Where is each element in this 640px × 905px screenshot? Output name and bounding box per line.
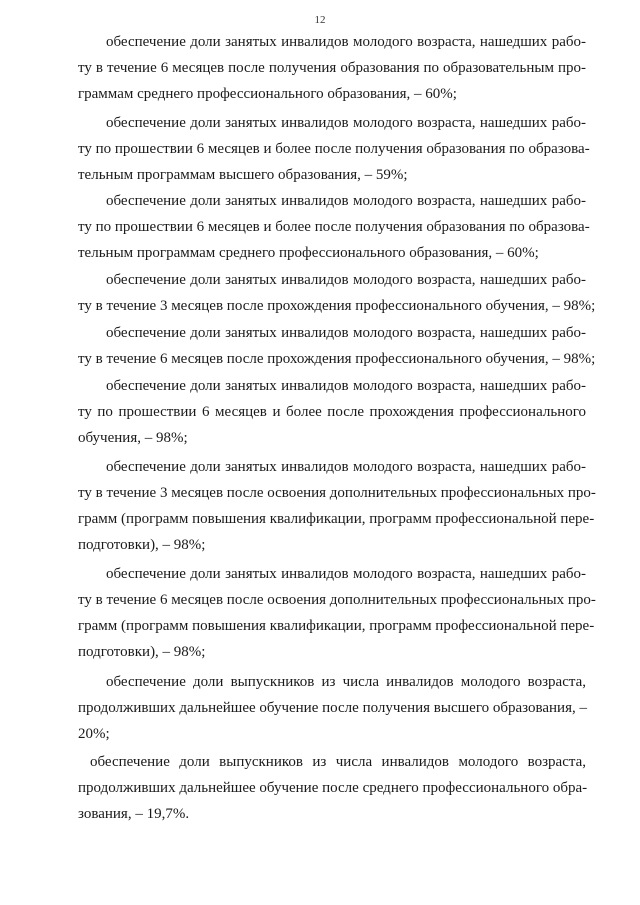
text-line: обеспечение доли занятых инвалидов молодого возраста, нашедших рабо- <box>106 566 586 582</box>
text-line: обеспечение доли выпускников из числа инвалидов молодого возраста, <box>106 674 586 690</box>
text-line: грамм (программ повышения квалификации, программ профессиональной пере- <box>78 511 595 527</box>
text-line: продолживших дальнейшее обучение после среднего профессионального обра- <box>78 780 588 796</box>
text-line: обеспечение доли занятых инвалидов молодого возраста, нашедших рабо- <box>106 459 586 475</box>
page-number: 12 <box>314 14 326 26</box>
text-line: обеспечение доли занятых инвалидов молодого возраста, нашедших рабо- <box>106 115 586 131</box>
text-line: ту в течение 3 месяцев после освоения дополнительных профессиональных про- <box>78 485 596 501</box>
text-line: продолживших дальнейшее обучение после получения высшего образования, – <box>78 700 587 716</box>
text-line: ту по прошествии 6 месяцев и более после получения образования по образова- <box>78 141 590 157</box>
text-line: обеспечение доли занятых инвалидов молодого возраста, нашедших рабо- <box>106 193 586 209</box>
text-line: граммам среднего профессионального образования, – 60%; <box>78 86 457 102</box>
text-line: обеспечение доли занятых инвалидов молодого возраста, нашедших рабо- <box>106 34 586 50</box>
text-line: подготовки), – 98%; <box>78 537 206 553</box>
text-line: обеспечение доли занятых инвалидов молодого возраста, нашедших рабо- <box>106 272 586 288</box>
text-line: ту в течение 6 месяцев после прохождения профессионального обучения, – 98%; <box>78 351 596 367</box>
text-line: подготовки), – 98%; <box>78 644 206 660</box>
text-line: 20%; <box>78 726 110 742</box>
text-line: обеспечение доли занятых инвалидов молодого возраста, нашедших рабо- <box>106 325 586 341</box>
text-line: зования, – 19,7%. <box>78 806 190 822</box>
text-line: обеспечение доли занятых инвалидов молодого возраста, нашедших рабо- <box>106 378 586 394</box>
text-line: ту по прошествии 6 месяцев и более после прохождения профессионального <box>78 404 586 420</box>
text-line: ту по прошествии 6 месяцев и более после получения образования по образова- <box>78 219 590 235</box>
text-line: ту в течение 6 месяцев после освоения дополнительных профессиональных про- <box>78 592 596 608</box>
text-line: грамм (программ повышения квалификации, программ профессиональной пере- <box>78 618 595 634</box>
text-line: обеспечение доли выпускников из числа инвалидов молодого возраста, <box>90 754 586 770</box>
text-line: обучения, – 98%; <box>78 430 188 446</box>
text-line: тельным программам среднего профессионального образования, – 60%; <box>78 245 539 261</box>
text-line: тельным программам высшего образования, – 59%; <box>78 167 408 183</box>
text-line: ту в течение 6 месяцев после получения образования по образовательным про- <box>78 60 586 76</box>
text-line: ту в течение 3 месяцев после прохождения профессионального обучения, – 98%; <box>78 298 596 314</box>
